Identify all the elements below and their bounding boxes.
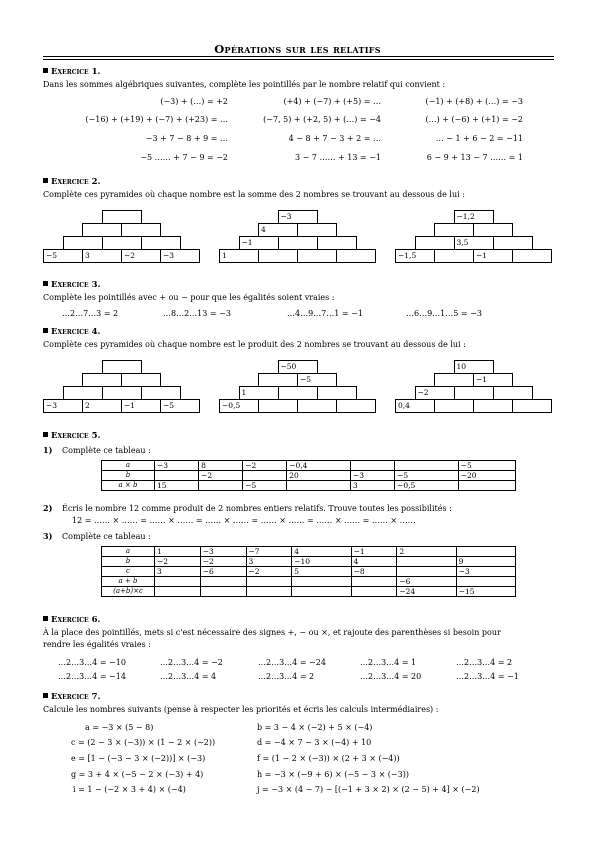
table-cell: −3 bbox=[200, 547, 246, 557]
table-cell bbox=[395, 461, 459, 471]
table-cell bbox=[351, 587, 397, 597]
ex1-equation: (+4) + (−7) + (+5) = … bbox=[283, 97, 381, 106]
table-cell: −3 bbox=[155, 461, 199, 471]
ex7-expression-right: h = −3 × (−9 + 6) × (−5 − 3 × (−3)) bbox=[257, 770, 409, 779]
table-row bbox=[102, 577, 516, 587]
table-row bbox=[102, 547, 516, 557]
ex3-instruction: Complète les pointillés avec + ou − pour que les égalités soient vraies : bbox=[43, 293, 335, 302]
ex2-pyr2-cell bbox=[278, 236, 318, 250]
ex2-pyr3-cell bbox=[434, 249, 474, 263]
table-cell: −0,4 bbox=[287, 461, 351, 471]
ex4-pyr3-cell bbox=[454, 386, 494, 400]
ex6-equation: …2…3…4 = −2 bbox=[160, 658, 223, 667]
ex6-equation: …2…3…4 = 1 bbox=[360, 658, 417, 667]
title-rule-bottom bbox=[43, 59, 554, 60]
bullet-square-icon bbox=[43, 178, 48, 183]
title-rule-top bbox=[43, 56, 554, 57]
ex5-q3-text: Complète ce tableau : bbox=[62, 532, 151, 541]
ex7-expression-left: g = 3 + 4 × (−5 − 2 × (−3) + 4) bbox=[71, 770, 204, 779]
ex2-pyr3-cell: −1,2 bbox=[454, 210, 494, 224]
ex3-item-2: …8…2…13 = −3 bbox=[163, 309, 231, 318]
table-cell bbox=[292, 577, 351, 587]
ex2-pyr3-cell: −1 bbox=[473, 249, 513, 263]
table-cell: −1 bbox=[351, 547, 397, 557]
table-row bbox=[102, 567, 516, 577]
ex4-pyr1-cell: 2 bbox=[82, 399, 122, 413]
ex7-expression-left: c = (2 − 3 × (−3)) × (1 − 2 × (−2)) bbox=[71, 738, 216, 747]
ex4-pyr1-cell bbox=[63, 386, 103, 400]
ex1-equation: (−16) + (+19) + (−7) + (+23) = … bbox=[85, 115, 228, 124]
table-cell bbox=[287, 481, 351, 491]
table-cell bbox=[458, 481, 515, 491]
ex4-pyr2-cell: −50 bbox=[278, 360, 318, 374]
ex1-equation: 6 − 9 + 13 − 7 …… = 1 bbox=[426, 153, 523, 162]
table-cell: 3 bbox=[350, 481, 394, 491]
table-cell: −7 bbox=[246, 547, 292, 557]
table-cell bbox=[397, 567, 456, 577]
ex7-instruction: Calcule les nombres suivants (pense à respecter les priorités et écris les calculs intermédiaires) : bbox=[43, 705, 439, 714]
ex7-expression-right: d = −4 × 7 − 3 × (−4) + 10 bbox=[257, 738, 372, 747]
table-row-header: a bbox=[102, 547, 155, 557]
table-cell: 5 bbox=[292, 567, 351, 577]
table-cell: −2 bbox=[200, 557, 246, 567]
table-cell bbox=[200, 577, 246, 587]
table-cell: −5 bbox=[395, 471, 459, 481]
ex7-expression-left: i = 1 − (−2 × 3 + 4) × (−4) bbox=[73, 785, 186, 794]
ex2-pyr2-cell bbox=[258, 249, 298, 263]
ex4-pyr3-cell bbox=[512, 399, 552, 413]
ex6-equation: …2…3…4 = 2 bbox=[456, 658, 513, 667]
ex6-equation: …2…3…4 = 2 bbox=[258, 672, 315, 681]
ex2-pyr1-cell: −2 bbox=[121, 249, 161, 263]
table-cell: −6 bbox=[397, 577, 456, 587]
bullet-square-icon bbox=[43, 68, 48, 73]
table-cell: −2 bbox=[243, 461, 287, 471]
table-cell: −6 bbox=[200, 567, 246, 577]
table-cell bbox=[397, 557, 456, 567]
ex1-equation: 4 − 8 + 7 − 3 + 2 = … bbox=[288, 134, 381, 143]
table-row bbox=[102, 481, 516, 491]
ex6-instruction-2: rendre les égalités vraies : bbox=[43, 640, 151, 649]
ex5-table-2 bbox=[101, 546, 516, 597]
ex2-pyr3-cell: 3,5 bbox=[454, 236, 494, 250]
ex4-pyr2-cell bbox=[258, 373, 298, 387]
ex2-pyr2-cell: 4 bbox=[258, 223, 298, 237]
table-cell bbox=[246, 577, 292, 587]
bullet-square-icon bbox=[43, 693, 48, 698]
ex2-pyr1-cell bbox=[121, 223, 161, 237]
ex2-instruction: Complète ces pyramides où chaque nombre est la somme des 2 nombres se trouvant au dessous de lui : bbox=[43, 190, 465, 199]
ex2-pyr3-cell: −1,5 bbox=[395, 249, 435, 263]
table-cell bbox=[243, 471, 287, 481]
page-title: Opérations sur les relatifs bbox=[214, 42, 381, 56]
ex1-equation: (…) + (−6) + (+1) = −2 bbox=[425, 115, 523, 124]
ex2-pyr2-cell bbox=[336, 249, 376, 263]
ex7-expression-right: b = 3 − 4 × (−2) + 5 × (−4) bbox=[257, 723, 373, 732]
ex6-equation: …2…3…4 = 4 bbox=[160, 672, 217, 681]
ex4-pyr2-cell bbox=[336, 399, 376, 413]
ex2-pyr1-cell: −3 bbox=[160, 249, 200, 263]
ex7-expression-right: f = (1 − 2 × (−3)) × (2 + 3 × (−4)) bbox=[257, 754, 400, 763]
table-cell: −20 bbox=[458, 471, 515, 481]
table-cell: 15 bbox=[155, 481, 199, 491]
table-cell: −2 bbox=[199, 471, 243, 481]
ex2-pyr3-cell bbox=[493, 236, 533, 250]
table-cell bbox=[351, 577, 397, 587]
ex6-heading: Exercice 6. bbox=[43, 616, 100, 626]
ex4-pyr1-cell bbox=[102, 360, 142, 374]
ex6-equation: …2…3…4 = 20 bbox=[360, 672, 422, 681]
ex4-pyr3-cell: 10 bbox=[454, 360, 494, 374]
table-cell: 1 bbox=[155, 547, 201, 557]
table-row-header: b bbox=[102, 557, 155, 567]
ex4-pyr3-cell: 0,4 bbox=[395, 399, 435, 413]
bullet-square-icon bbox=[43, 328, 48, 333]
table-row bbox=[102, 461, 516, 471]
ex2-pyr1-cell bbox=[102, 236, 142, 250]
ex5-heading: Exercice 5. bbox=[43, 432, 100, 442]
table-row bbox=[102, 587, 516, 597]
table-cell bbox=[155, 471, 199, 481]
ex6-equation: …2…3…4 = −1 bbox=[456, 672, 519, 681]
ex4-pyr3-cell bbox=[493, 386, 533, 400]
table-cell bbox=[246, 587, 292, 597]
table-cell: 4 bbox=[351, 557, 397, 567]
ex2-pyr2-cell: 1 bbox=[219, 249, 259, 263]
ex2-pyr2-cell bbox=[297, 249, 337, 263]
ex2-pyr1-cell bbox=[82, 223, 122, 237]
ex2-pyr3-cell bbox=[473, 223, 513, 237]
table-row-header: b bbox=[102, 471, 155, 481]
table-cell bbox=[199, 481, 243, 491]
table-row bbox=[102, 557, 516, 567]
ex2-pyr1-cell bbox=[63, 236, 103, 250]
table-cell: −8 bbox=[351, 567, 397, 577]
ex1-equation: 3 − 7 …… + 13 = −1 bbox=[294, 153, 381, 162]
ex4-pyr2-cell: 1 bbox=[239, 386, 279, 400]
ex4-pyr1-cell: −5 bbox=[160, 399, 200, 413]
ex2-pyr2-cell bbox=[297, 223, 337, 237]
ex4-pyr1-cell bbox=[121, 373, 161, 387]
ex4-pyr3-cell: −1 bbox=[473, 373, 513, 387]
ex5-q2-line: 12 = …… × …… = …… × …… = …… × …… = …… × …… = …… × …… = …… × …… bbox=[72, 516, 416, 525]
ex4-pyr3-cell bbox=[473, 399, 513, 413]
ex1-heading: Exercice 1. bbox=[43, 68, 100, 78]
table-cell bbox=[456, 547, 515, 557]
table-cell: 2 bbox=[397, 547, 456, 557]
table-cell bbox=[155, 587, 201, 597]
ex1-equation: −5 …… + 7 − 9 = −2 bbox=[140, 153, 228, 162]
ex1-equation: −3 + 7 − 8 + 9 = … bbox=[145, 134, 228, 143]
bullet-square-icon bbox=[43, 432, 48, 437]
ex4-pyr2-cell bbox=[297, 399, 337, 413]
table-cell: −3 bbox=[350, 471, 394, 481]
table-cell: 20 bbox=[287, 471, 351, 481]
ex7-expression-left: a = −3 × (5 − 8) bbox=[85, 723, 154, 732]
ex3-item-1: …2…7…3 = 2 bbox=[62, 309, 119, 318]
table-cell: −3 bbox=[456, 567, 515, 577]
table-cell: −10 bbox=[292, 557, 351, 567]
ex4-pyr3-cell bbox=[434, 373, 474, 387]
table-row-header: a bbox=[102, 461, 155, 471]
table-cell: −5 bbox=[458, 461, 515, 471]
table-cell bbox=[200, 587, 246, 597]
ex4-pyr3-cell: −2 bbox=[415, 386, 455, 400]
table-cell bbox=[292, 587, 351, 597]
table-cell: 3 bbox=[246, 557, 292, 567]
table-cell: −24 bbox=[397, 587, 456, 597]
ex7-expression-right: j = −3 × (4 − 7) − [(−1 + 3 × 2) × (2 − 5) + 4] × (−2) bbox=[257, 785, 480, 794]
ex4-pyr2-cell bbox=[317, 386, 357, 400]
ex2-pyr2-cell bbox=[317, 236, 357, 250]
table-cell: 3 bbox=[155, 567, 201, 577]
ex5-q1-number: 1) bbox=[43, 445, 53, 455]
ex4-heading: Exercice 4. bbox=[43, 328, 100, 338]
ex4-pyr1-cell bbox=[141, 386, 181, 400]
table-cell bbox=[456, 577, 515, 587]
ex2-pyr1-cell bbox=[141, 236, 181, 250]
ex2-pyr2-cell: −3 bbox=[278, 210, 318, 224]
ex7-heading: Exercice 7. bbox=[43, 693, 100, 703]
ex5-q3-number: 3) bbox=[43, 531, 53, 541]
table-row-header: a × b bbox=[102, 481, 155, 491]
table-cell: 8 bbox=[199, 461, 243, 471]
ex2-pyr1-cell: 3 bbox=[82, 249, 122, 263]
table-row-header: (a+b)×c bbox=[102, 587, 155, 597]
ex2-pyr2-cell: −1 bbox=[239, 236, 279, 250]
ex2-heading: Exercice 2. bbox=[43, 178, 100, 188]
bullet-square-icon bbox=[43, 281, 48, 286]
ex4-pyr1-cell: −1 bbox=[121, 399, 161, 413]
ex4-pyr2-cell bbox=[258, 399, 298, 413]
ex4-pyr1-cell bbox=[82, 373, 122, 387]
table-cell: −2 bbox=[246, 567, 292, 577]
ex5-table-1 bbox=[101, 460, 516, 491]
ex5-q2-text: Écris le nombre 12 comme produit de 2 nombres entiers relatifs. Trouve toutes les possibilités : bbox=[62, 504, 452, 513]
ex6-equation: …2…3…4 = −14 bbox=[58, 672, 126, 681]
ex1-equation: … − 1 + 6 − 2 = −11 bbox=[435, 134, 523, 143]
table-cell: −15 bbox=[456, 587, 515, 597]
table-cell: 4 bbox=[292, 547, 351, 557]
ex5-q2-number: 2) bbox=[43, 503, 53, 513]
ex1-equation: (−3) + (…) = +2 bbox=[160, 97, 228, 106]
table-cell: −5 bbox=[243, 481, 287, 491]
table-cell bbox=[350, 461, 394, 471]
table-row bbox=[102, 471, 516, 481]
table-row-header: c bbox=[102, 567, 155, 577]
ex6-instruction-1: À la place des pointillés, mets si c'est nécessaire des signes +, − ou ×, et rajoute des parenthèses si besoin pour bbox=[43, 628, 501, 637]
ex2-pyr1-cell: −5 bbox=[43, 249, 83, 263]
ex3-item-3: …4…9…7…1 = −1 bbox=[287, 309, 363, 318]
ex1-equation: (−1) + (+8) + (…) = −3 bbox=[425, 97, 523, 106]
ex2-pyr3-cell bbox=[415, 236, 455, 250]
ex2-pyr1-cell bbox=[102, 210, 142, 224]
ex4-pyr3-cell bbox=[434, 399, 474, 413]
table-cell: −2 bbox=[155, 557, 201, 567]
table-cell: 9 bbox=[456, 557, 515, 567]
ex4-instruction: Complète ces pyramides où chaque nombre est le produit des 2 nombres se trouvant au dessous de lui : bbox=[43, 340, 466, 349]
ex3-heading: Exercice 3. bbox=[43, 281, 100, 291]
ex4-pyr2-cell: −0,5 bbox=[219, 399, 259, 413]
ex4-pyr1-cell: −3 bbox=[43, 399, 83, 413]
table-row-header: a + b bbox=[102, 577, 155, 587]
ex5-q1-text: Complète ce tableau : bbox=[62, 446, 151, 455]
ex1-equation: (−7, 5) + (+2, 5) + (…) = −4 bbox=[263, 115, 381, 124]
ex4-pyr2-cell: −5 bbox=[297, 373, 337, 387]
ex6-equation: …2…3…4 = −10 bbox=[58, 658, 126, 667]
ex4-pyr2-cell bbox=[278, 386, 318, 400]
ex6-equation: …2…3…4 = −24 bbox=[258, 658, 326, 667]
ex7-expression-left: e = [1 − (−3 − 3 × (−2))] × (−3) bbox=[71, 754, 206, 763]
ex2-pyr3-cell bbox=[434, 223, 474, 237]
table-cell: −0,5 bbox=[395, 481, 459, 491]
ex3-item-4: …6…9…1…5 = −3 bbox=[406, 309, 482, 318]
ex1-instruction: Dans les sommes algébriques suivantes, complète les pointillés par le nombre relatif qui convient : bbox=[43, 80, 446, 89]
ex2-pyr3-cell bbox=[512, 249, 552, 263]
bullet-square-icon bbox=[43, 616, 48, 621]
ex4-pyr1-cell bbox=[102, 386, 142, 400]
table-cell bbox=[155, 577, 201, 587]
